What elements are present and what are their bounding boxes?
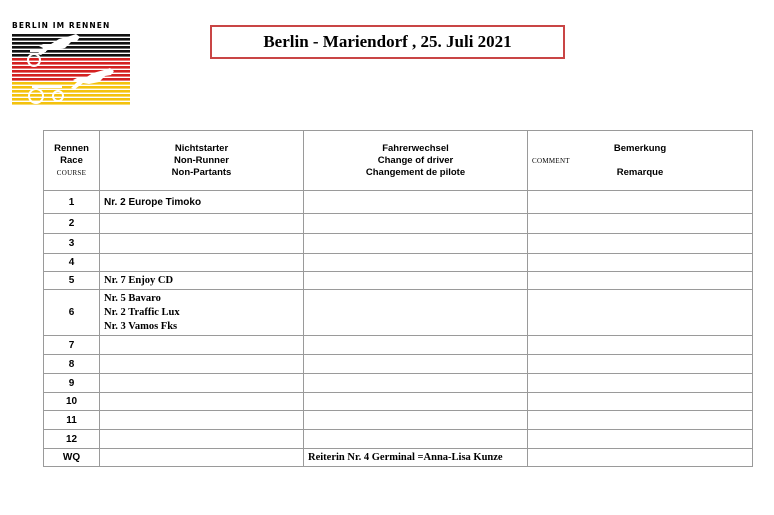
driver-change-cell [304, 336, 528, 355]
non-runner-cell [100, 191, 304, 214]
comment-cell [528, 191, 753, 214]
non-runner-entry: Nr. 7 Enjoy CD [104, 274, 174, 286]
race-number: 11 [44, 411, 100, 430]
race-number: 2 [44, 214, 100, 234]
driver-change-cell [304, 374, 528, 393]
comment-cell [528, 411, 753, 430]
driver-change-cell [304, 355, 528, 374]
driver-change-cell [304, 234, 528, 254]
table-row [44, 214, 753, 234]
driver-change-cell [304, 254, 528, 272]
non-runner-cell [100, 234, 304, 254]
comment-cell [528, 234, 753, 254]
table-row [44, 411, 753, 430]
comment-cell [528, 290, 753, 336]
driver-change-cell [304, 214, 528, 234]
header-race: Rennen Race COURSE [44, 131, 100, 191]
non-runner-cell [100, 290, 304, 336]
non-runner-cell [100, 336, 304, 355]
race-number: 5 [44, 272, 100, 290]
table-row [44, 336, 753, 355]
non-runner-entry: Nr. 3 Vamos Fks [104, 320, 178, 332]
race-changes-table [43, 130, 753, 467]
table-row [44, 355, 753, 374]
non-runner-cell [100, 449, 304, 467]
driver-change-cell [304, 272, 528, 290]
driver-change-cell [304, 430, 528, 449]
driver-change-cell [304, 191, 528, 214]
race-number: WQ [44, 449, 100, 467]
comment-cell [528, 214, 753, 234]
non-runner-cell [100, 430, 304, 449]
non-runner-cell [100, 374, 304, 393]
comment-cell [528, 430, 753, 449]
race-number: 3 [44, 234, 100, 254]
race-number: 12 [44, 430, 100, 449]
trotting-horse-logo-icon [12, 34, 130, 106]
non-runner-cell [100, 272, 304, 290]
table-row [44, 272, 753, 290]
comment-cell [528, 336, 753, 355]
comment-cell [528, 393, 753, 411]
driver-change-cell [304, 393, 528, 411]
race-number: 9 [44, 374, 100, 393]
race-number: 6 [44, 290, 100, 336]
comment-cell [528, 254, 753, 272]
non-runner-entry: Nr. 2 Europe Timoko [104, 196, 202, 208]
race-number: 1 [44, 191, 100, 214]
comment-cell [528, 355, 753, 374]
non-runner-cell [100, 355, 304, 374]
non-runner-cell [100, 214, 304, 234]
race-number: 8 [44, 355, 100, 374]
race-number: 4 [44, 254, 100, 272]
non-runner-cell [100, 411, 304, 430]
table-row [44, 254, 753, 272]
race-number: 7 [44, 336, 100, 355]
non-runner-cell [100, 393, 304, 411]
event-title: Berlin - Mariendorf , 25. Juli 2021 [210, 25, 565, 59]
table-row [44, 191, 753, 214]
header-driver-change: Fahrerwechsel Change of driver Changement de pilote [304, 131, 528, 191]
non-runner-cell [100, 254, 304, 272]
table-row [44, 234, 753, 254]
driver-change-cell [304, 411, 528, 430]
header-comment: Bemerkung COMMENT Remarque [528, 131, 753, 191]
table-row [44, 430, 753, 449]
driver-change-cell [304, 290, 528, 336]
comment-cell [528, 272, 753, 290]
berlin-im-rennen-logo [12, 21, 130, 106]
comment-cell [528, 374, 753, 393]
race-number: 10 [44, 393, 100, 411]
non-runner-entry: Nr. 5 Bavaro [104, 292, 161, 304]
comment-cell [528, 449, 753, 467]
table-row [44, 290, 753, 336]
header-non-runner: Nichtstarter Non-Runner Non-Partants [100, 131, 304, 191]
driver-change-cell: Reiterin Nr. 4 Germinal =Anna-Lisa Kunze [304, 449, 528, 467]
table-row [44, 449, 753, 467]
table-header-row [44, 131, 753, 191]
table-row [44, 374, 753, 393]
table-row [44, 393, 753, 411]
non-runner-entry: Nr. 2 Traffic Lux [104, 306, 180, 318]
logo-text: BERLIN IM RENNEN [12, 21, 111, 30]
